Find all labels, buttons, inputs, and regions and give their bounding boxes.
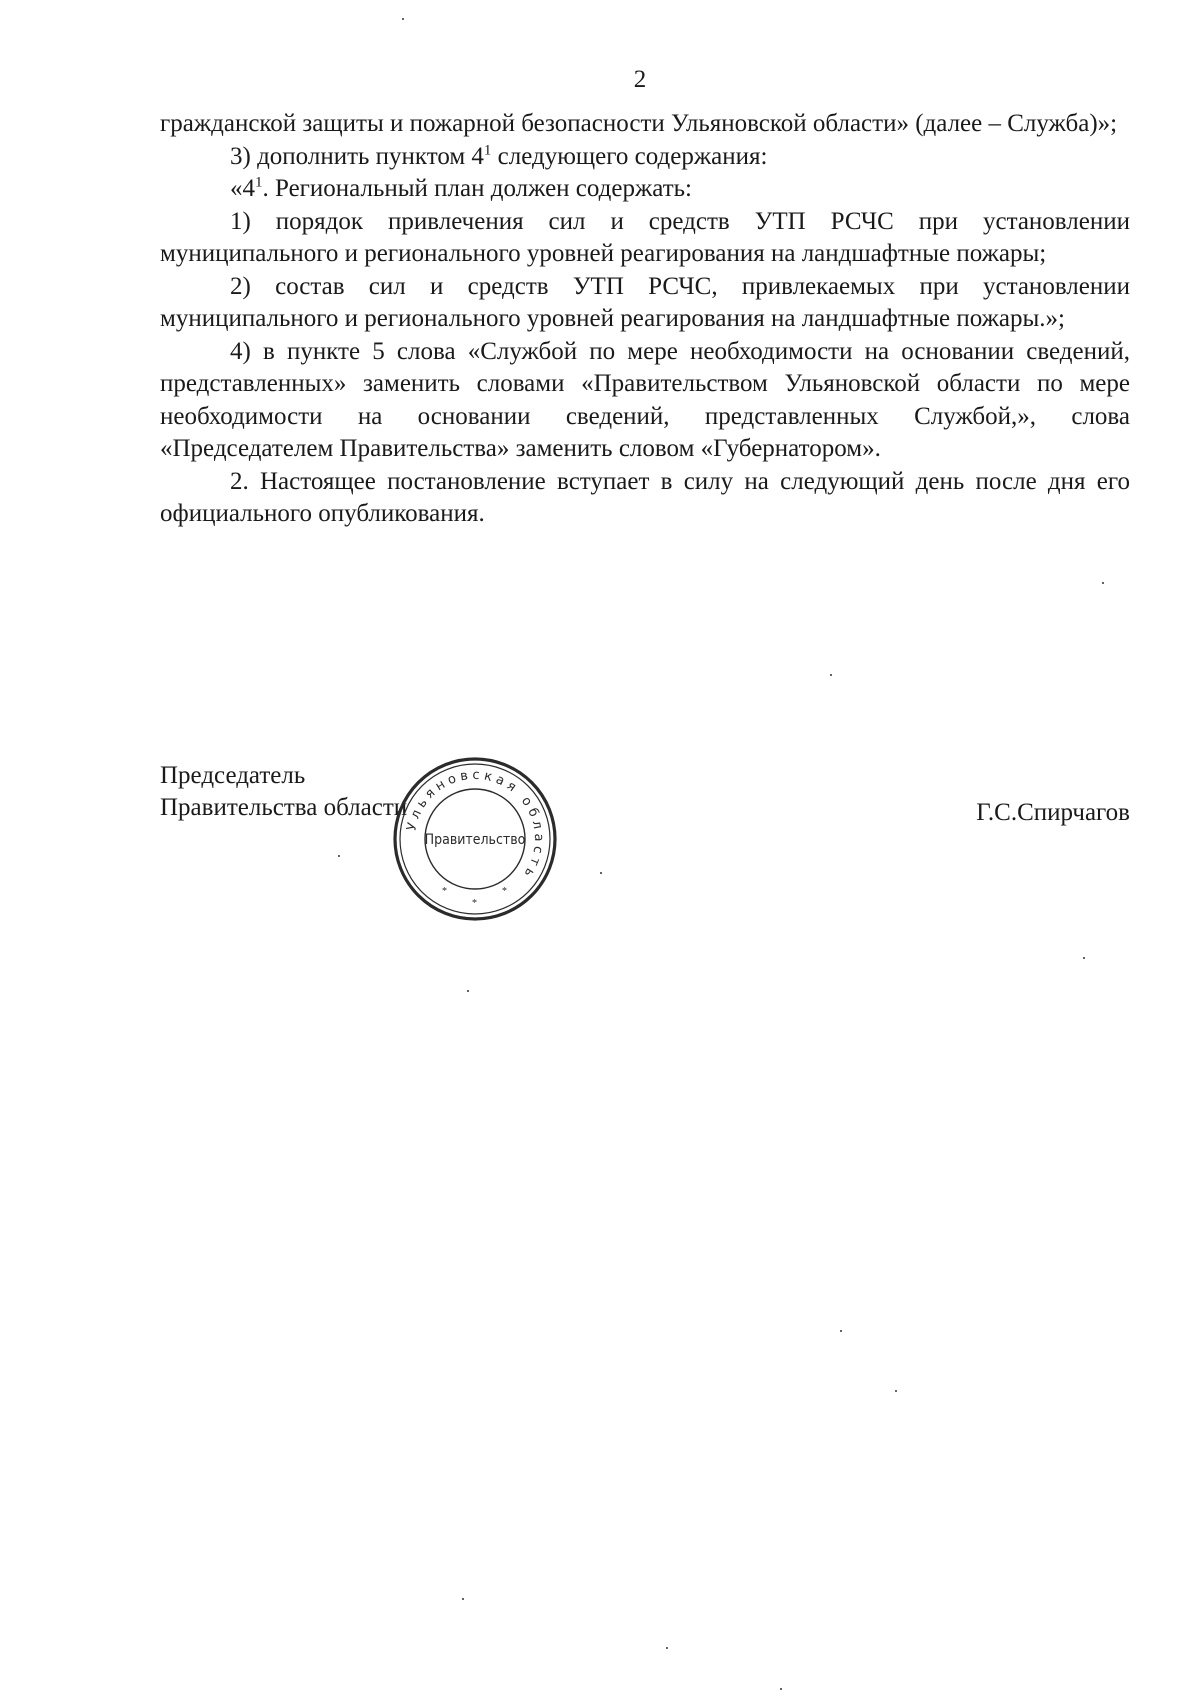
paragraph-2-text: 3) дополнить пунктом 4 [230, 142, 484, 170]
seal-ring-text: Ульяновская область [404, 767, 547, 884]
scan-speck [467, 990, 469, 992]
page-number: 2 [633, 66, 647, 93]
signature-block [160, 760, 1130, 920]
scan-speck [1102, 582, 1104, 584]
paragraph-6: 4) в пункте 5 слова «Службой по мере необходимости на основании сведений, представленных» заменить словами «Правительством Ульяновской области по мере необходимости на основании сведений, представленных Службой,», слова «Председателем Правительства» заменить словом «Губернатором». [160, 337, 1130, 462]
paragraph-2 [160, 141, 1130, 174]
scan-speck [895, 1390, 897, 1392]
scan-speck [830, 674, 832, 676]
paragraph-3-text-end: . Региональный план должен содержать: [262, 175, 692, 202]
signatory-title-line-2: Правительства области [160, 794, 408, 821]
signatory-name: Г.С.Спирчагов [976, 799, 1130, 826]
paragraph-3-superscript: 1 [255, 174, 263, 191]
paragraph-2-superscript: 1 [483, 142, 492, 159]
paragraph-1: гражданской защиты и пожарной безопасности Ульяновской области» (далее – Служба)»; [160, 110, 1118, 137]
scan-speck [600, 872, 602, 874]
paragraph-2-text-end: следующего содержания: [491, 142, 768, 170]
scan-speck [402, 18, 404, 20]
paragraph-3 [160, 173, 1130, 206]
document-body [160, 108, 1130, 531]
scan-speck [840, 1330, 842, 1332]
seal-center-text: Правительство [424, 832, 526, 848]
scan-speck [1083, 957, 1085, 959]
scan-speck [780, 1688, 782, 1690]
paragraph-7: 2. Настоящее постановление вступает в силу на следующий день после дня его официального опубликования. [160, 467, 1130, 527]
signatory-title-line-1: Председатель [160, 762, 306, 789]
paragraph-3-text: «4 [230, 175, 255, 202]
official-seal [390, 754, 560, 924]
seal-star-icon-left: * [442, 886, 447, 897]
paragraph-5: 2) состав сил и средств УТП РСЧС, привлекаемых при установлении муниципального и регионального уровней реагирования на ландшафтные пожары.»; [160, 272, 1130, 332]
seal-star-icon-right: * [502, 886, 507, 897]
scan-speck [338, 855, 340, 857]
scan-speck [666, 1647, 668, 1649]
paragraph-4: 1) порядок привлечения сил и средств УТП РСЧС при установлении муниципального и регионального уровней реагирования на ландшафтные пожары; [160, 207, 1130, 267]
seal-star-icon-bottom: * [472, 898, 477, 909]
scan-speck [462, 1598, 464, 1600]
signatory-title [160, 760, 407, 824]
